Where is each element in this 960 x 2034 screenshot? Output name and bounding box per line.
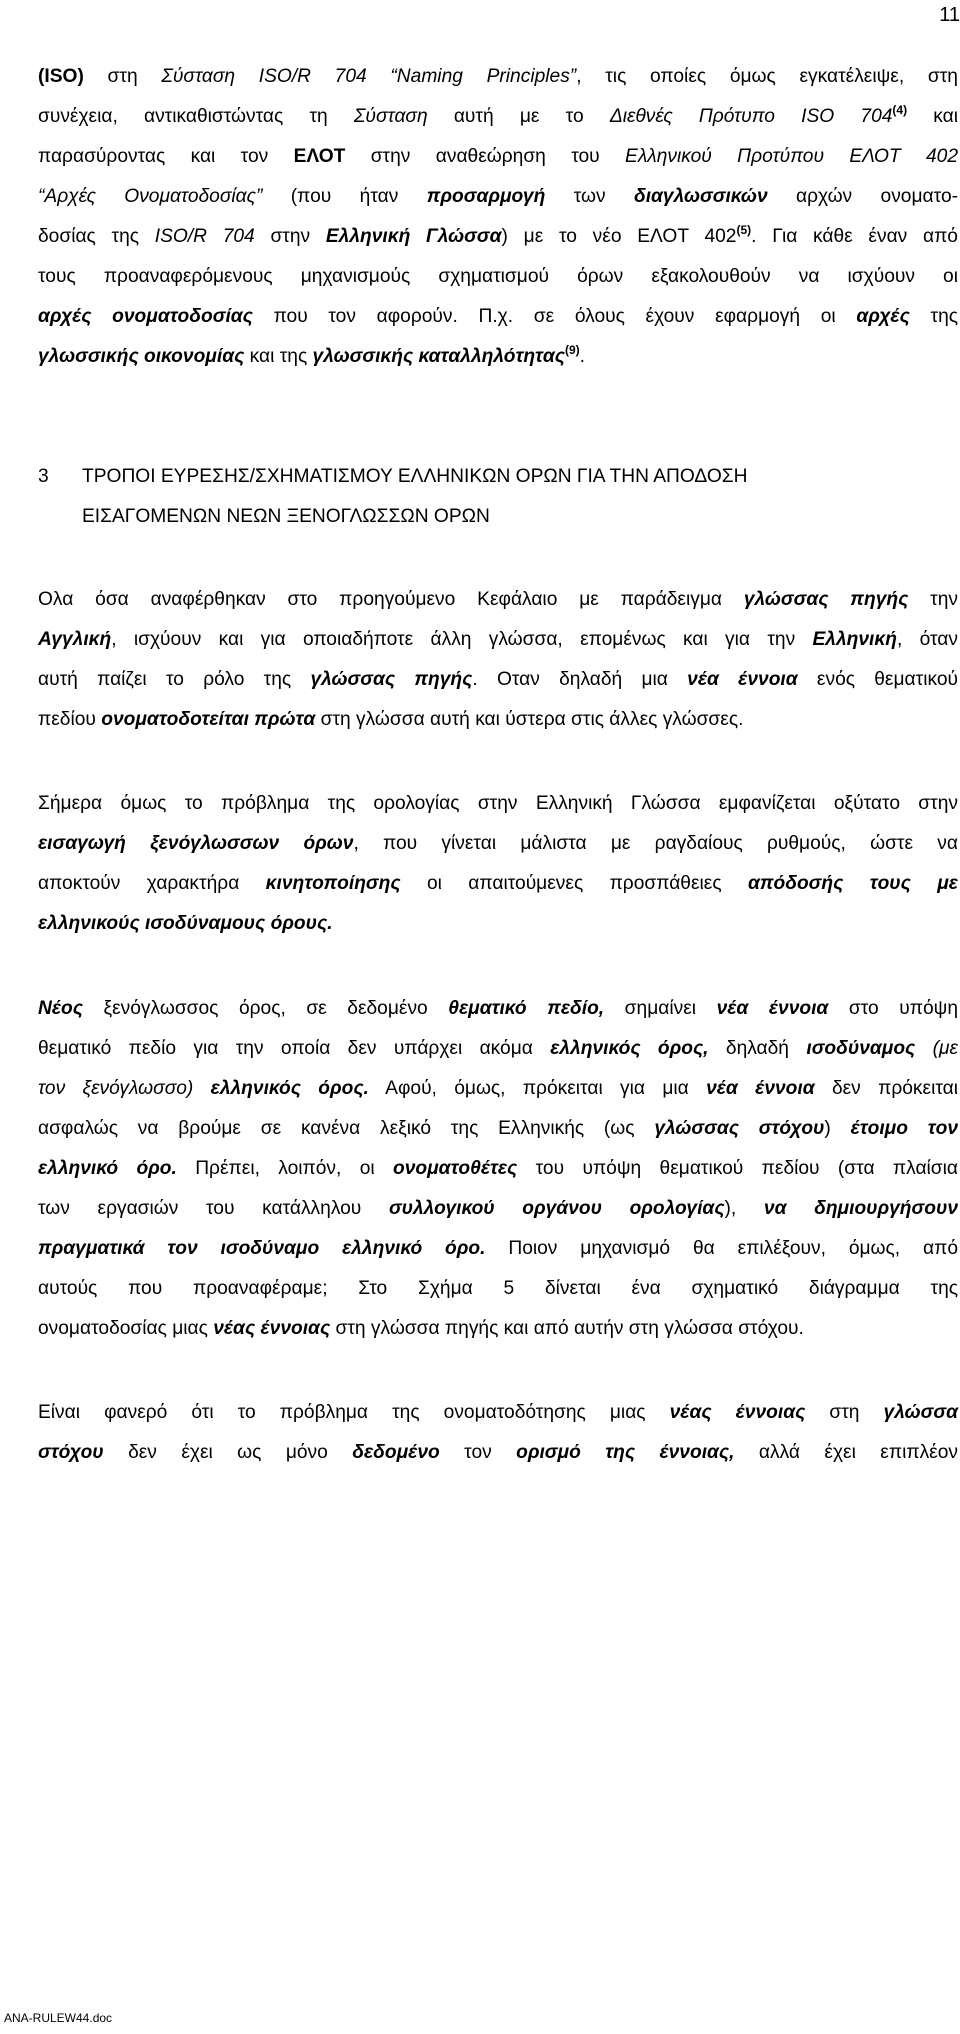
text-line: ελληνικό όρο. Πρέπει, λοιπόν, οι ονοματοθέτες του υπόψη θεματικού πεδίου (στα πλαίσια <box>38 1158 958 1179</box>
section-number: 3 <box>38 466 49 487</box>
text-line: ασφαλώς να βρούμε σε κανένα λεξικό της Ελληνικής (ως γλώσσας στόχου) έτοιμο τον <box>38 1118 958 1139</box>
text-line: στόχου δεν έχει ως μόνο δεδομένο τον ορισμό της έννοιας, αλλά έχει επιπλέον <box>38 1442 958 1463</box>
section-title-line: ΕΙΣΑΓΟΜΕΝΩΝ ΝΕΩΝ ΞΕΝΟΓΛΩΣΣΩΝ ΟΡΩΝ <box>82 506 490 527</box>
text-line: “Αρχές Ονοματοδοσίας” (που ήταν προσαρμογή των διαγλωσσικών αρχών ονοματο- <box>38 186 958 207</box>
paragraph-new-term <box>38 989 958 1349</box>
text-line: συνέχεια, αντικαθιστώντας τη Σύσταση αυτή με το Διεθνές Πρότυπο ISO 704$^{(4)}$ και <box>38 103 959 127</box>
page-number: 11 <box>939 4 960 26</box>
text-line: θεματικό πεδίο για την οποία δεν υπάρχει ακόμα ελληνικός όρος, δηλαδή ισοδύναμος (με <box>38 1038 958 1059</box>
text-line: πεδίου ονοματοδοτείται πρώτα στη γλώσσα αυτή και ύστερα στις άλλες γλώσσες. <box>38 709 744 730</box>
text-line: ονοματοδοσίας μιας νέας έννοιας στη γλώσσα πηγής και από αυτήν στη γλώσσα στόχου. <box>38 1318 804 1339</box>
section-title-line: ΤΡΟΠΟΙ ΕΥΡΕΣΗΣ/ΣΧΗΜΑΤΙΣΜΟΥ ΕΛΛΗΝΙΚΩΝ ΟΡΩΝ ΓΙΑ ΤΗΝ ΑΠΟΔΟΣΗ <box>82 466 748 487</box>
text-line: αποκτούν χαρακτήρα κινητοποίησης οι απαιτούμενες προσπάθειες απόδοσής τους με <box>38 873 958 894</box>
text-line: εισαγωγή ξενόγλωσσων όρων, που γίνεται μάλιστα με ραγδαίους ρυθμούς, ώστε να <box>38 833 958 854</box>
text-line: δοσίας της ISO/R 704 στην Ελληνική Γλώσσα) με το νέο ΕΛΟΤ 402$^{(5)}$. Για κάθε έναν από <box>38 223 958 247</box>
text-line: αυτή παίζει το ρόλο της γλώσσας πηγής. Οταν δηλαδή μια νέα έννοια ενός θεματικού <box>38 669 959 690</box>
text-line: παρασύροντας και τον ΕΛΟΤ στην αναθεώρηση του Ελληνικού Προτύπου ΕΛΟΤ 402 <box>38 146 958 167</box>
text-line: Σήμερα όμως το πρόβλημα της ορολογίας στην Ελληνική Γλώσσα εμφανίζεται οξύτατο στην <box>38 793 958 814</box>
section-heading <box>38 457 958 537</box>
paragraph-naming-problem <box>38 1393 958 1473</box>
text-line: Ολα όσα αναφέρθηκαν στο προηγούμενο Κεφάλαιο με παράδειγμα γλώσσας πηγής την <box>38 589 958 610</box>
text-line: αυτούς που προαναφέραμε; Στο Σχήμα 5 δίνεται ένα σχηματικό διάγραμμα της <box>38 1278 958 1299</box>
text-line: πραγματικά τον ισοδύναμο ελληνικό όρο. Ποιον μηχανισμό θα επιλέξουν, όμως, από <box>38 1238 958 1259</box>
paragraph-source-language <box>38 580 958 740</box>
text-line: αρχές ονοματοδοσίας που τον αφορούν. Π.χ. σε όλους έχουν εφαρμογή οι αρχές της <box>38 306 958 327</box>
paragraph-terminology-problem <box>38 784 958 944</box>
text-line: των εργασιών του κατάλληλου συλλογικού οργάνου ορολογίας), να δημιουργήσουν <box>38 1198 958 1219</box>
footer-filename: ANA-RULEW44.doc <box>4 2011 113 2025</box>
text-line: Αγγλική, ισχύουν και για οποιαδήποτε άλλη γλώσσα, επομένως και για την Ελληνική, όταν <box>38 629 958 650</box>
text-line: (ISO) στη Σύσταση ISO/R 704 “Naming Principles”, τις οποίες όμως εγκατέλειψε, στη <box>38 66 958 87</box>
text-line: Νέος ξενόγλωσσος όρος, σε δεδομένο θεματικό πεδίο, σημαίνει νέα έννοια στο υπόψη <box>38 998 958 1019</box>
section-title <box>82 457 952 537</box>
text-line: γλωσσικής οικονομίας και της γλωσσικής καταλληλότητας$^{(9)}$. <box>38 343 586 367</box>
paragraph-iso-naming-principles <box>38 57 958 377</box>
text-line: Είναι φανερό ότι το πρόβλημα της ονοματοδότησης μιας νέας έννοιας στη γλώσσα <box>38 1402 958 1423</box>
text-line: τον ξενόγλωσσο) ελληνικός όρος. Αφού, όμως, πρόκειται για μια νέα έννοια δεν πρόκειται <box>38 1078 958 1099</box>
text-line: ελληνικούς ισοδύναμους όρους. <box>38 913 333 934</box>
text-line: τους προαναφερόμενους μηχανισμούς σχηματισμού όρων εξακολουθούν να ισχύουν οι <box>38 266 958 287</box>
